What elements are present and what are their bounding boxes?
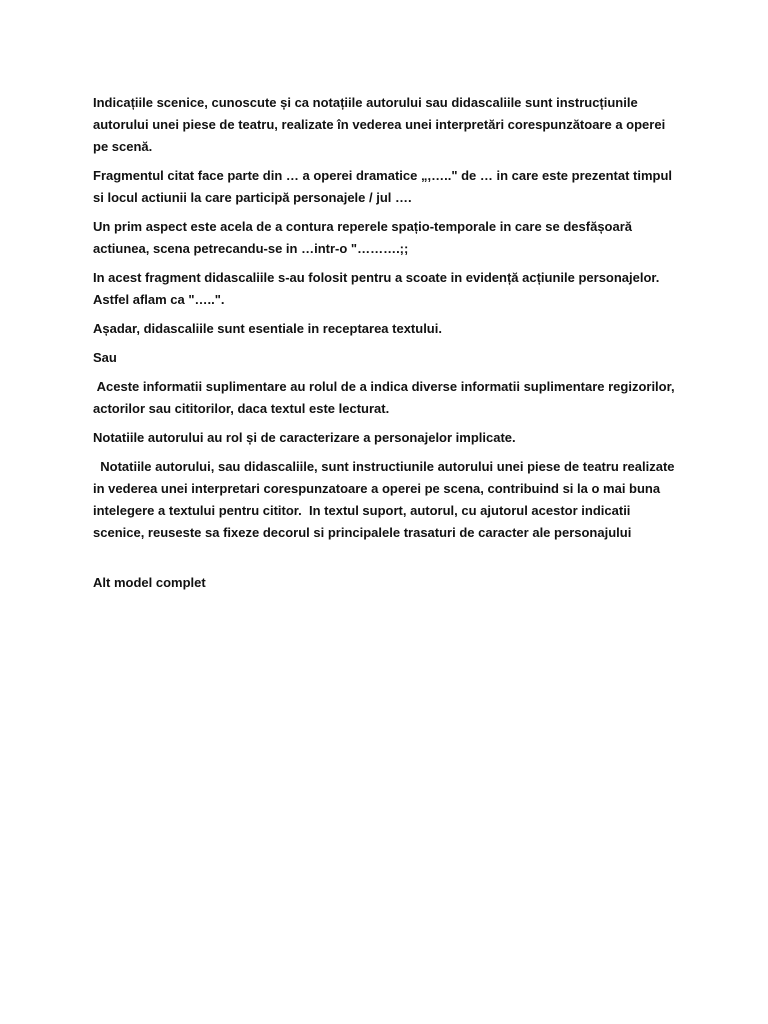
paragraph-first-aspect: Un prim aspect este acela de a contura reperele spațio-temporale in care se desfășoară actiunea, scena petrecandu-se in …intr-o "……….;; bbox=[93, 219, 636, 256]
paragraph-extra-info: Aceste informatii suplimentare au rolul de a indica diverse informatii suplimentare regizorilor, actorilor sau cititorilor, daca textul este lecturat. bbox=[93, 379, 679, 416]
document-body bbox=[93, 92, 678, 601]
paragraph-alt-model: Alt model complet bbox=[93, 575, 206, 590]
paragraph-definition: Indicațiile scenice, cunoscute și ca notațiile autorului sau didascaliile sunt instrucțiunile autorului unei piese de teatru, realizate în vederea unei interpretări corespunzătoare a operei pe scenă. bbox=[93, 95, 669, 154]
paragraph-fragment: Fragmentul citat face parte din … a operei dramatice „,….." de … in care este prezentat timpul si locul actiunii la care participă personajele / jul …. bbox=[93, 168, 676, 205]
paragraph-evidence: In acest fragment didascaliile s-au folosit pentru a scoate in evidență acțiunile personajelor. Astfel aflam ca "…..". bbox=[93, 270, 663, 307]
paragraph-conclusion: Așadar, didascaliile sunt esentiale in receptarea textului. bbox=[93, 321, 442, 336]
paragraph-characterization: Notatiile autorului au rol și de caracterizare a personajelor implicate. bbox=[93, 430, 516, 445]
paragraph-or: Sau bbox=[93, 350, 117, 365]
paragraph-model: Notatiile autorului, sau didascaliile, sunt instructiunile autorului unei piese de teatru realizate in vederea unei interpretari corespunzatoare a operei pe scena, contribuind si la o mai buna intelegere a textului pentru cititor. In textul suport, autorul, cu ajutorul acestor indicatii scenice, reuseste sa fixeze decorul si principalele trasaturi de caracter ale personajului bbox=[93, 459, 679, 540]
